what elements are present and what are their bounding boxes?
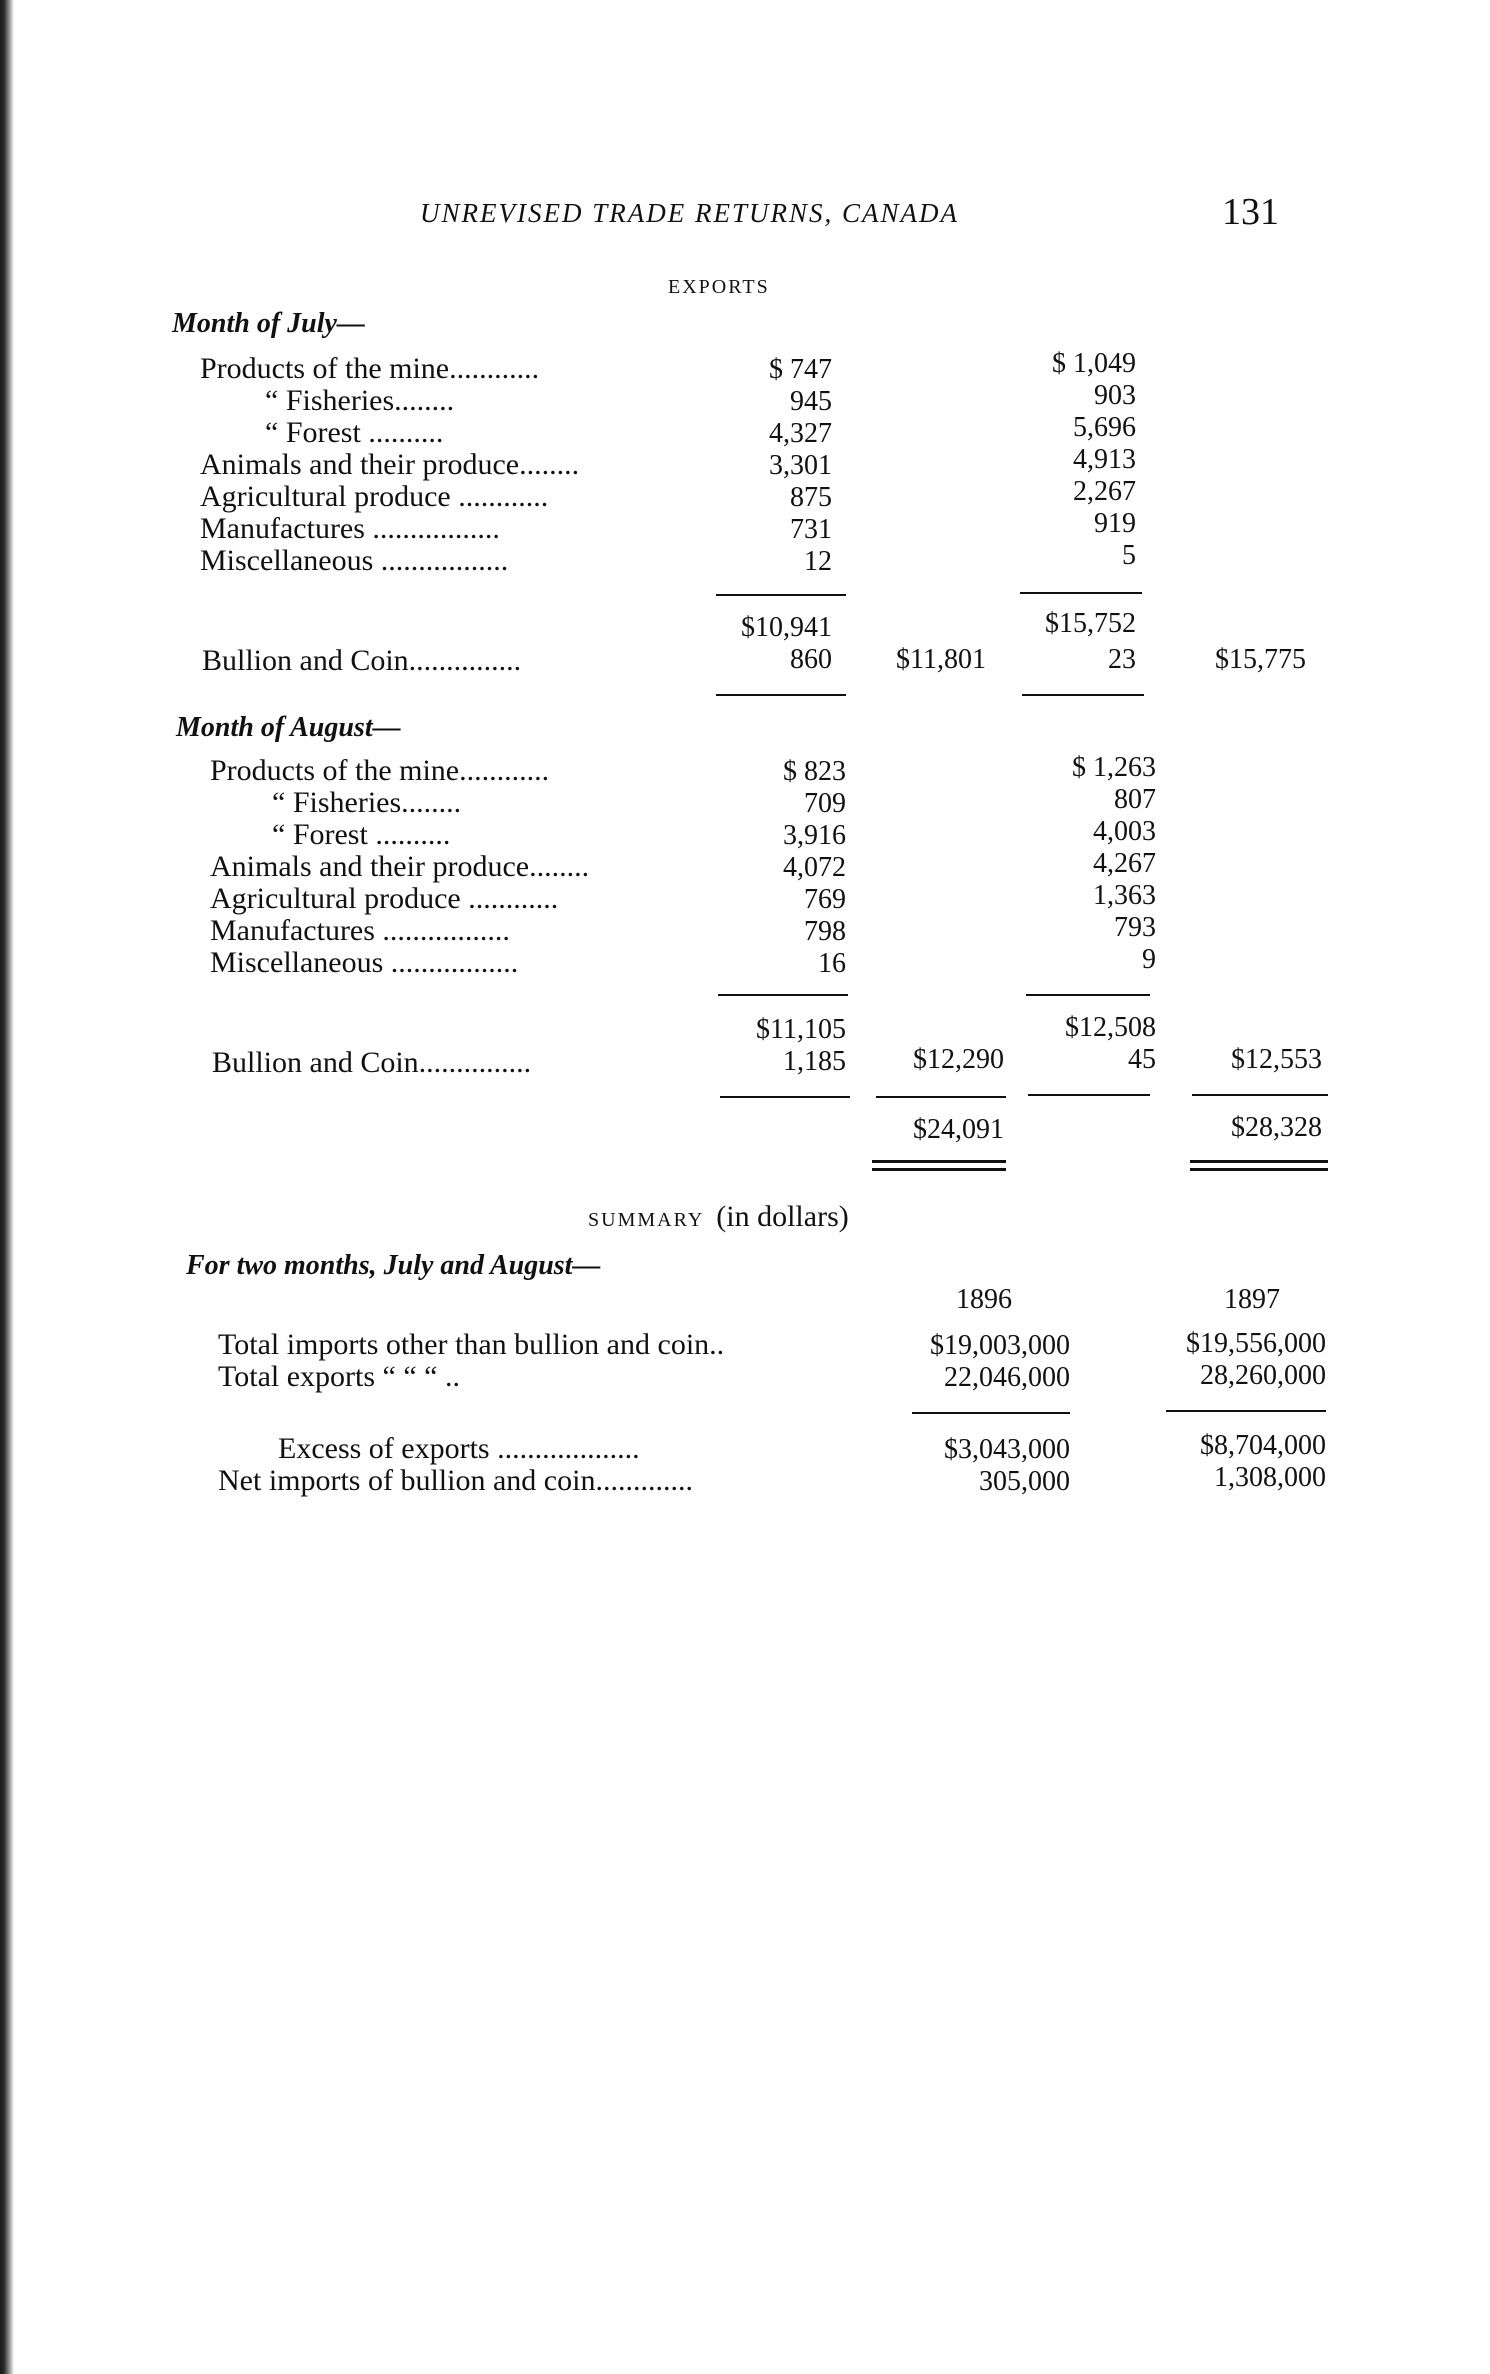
row-label: Products of the mine............ [200,352,540,385]
subtotal-1897: $12,508 [1065,1012,1156,1043]
sum-rule [1192,1094,1328,1096]
bullion-1897: 23 [1108,644,1136,675]
value-1897: 2,267 [1073,476,1136,507]
row-label: Total imports other than bullion and coin.. [218,1328,725,1361]
sum-rule [912,1412,1070,1414]
row-label: Animals and their produce........ [210,850,590,883]
bullion-total-1897: $12,553 [1231,1044,1322,1075]
summary-period: For two months, July and August— [186,1250,601,1281]
sum-rule [1020,592,1142,594]
value-1897: $8,704,000 [1200,1430,1326,1461]
august-heading: Month of August— [176,712,401,743]
row-label: Manufactures ................. [200,512,500,545]
value-1897: 1,363 [1093,880,1156,911]
row-label: “ Forest .......... [272,818,451,851]
value-1897: 4,913 [1073,444,1136,475]
sum-rule [1022,694,1144,696]
value-1897: 1,308,000 [1214,1462,1326,1493]
value-1896: $ 823 [783,756,846,787]
summary-heading-caps: SUMMARY [588,1209,705,1231]
double-rule [1190,1168,1328,1171]
bullion-1896: 1,185 [783,1046,846,1077]
sum-rule [1028,1094,1150,1096]
exports-heading: EXPORTS [668,276,770,298]
value-1897: 5,696 [1073,412,1136,443]
bullion-total-1896: $11,801 [896,644,986,675]
value-1896: $19,003,000 [930,1330,1070,1361]
value-1896: 305,000 [979,1466,1070,1497]
value-1897: 919 [1094,508,1136,539]
value-1897: 793 [1114,912,1156,943]
row-label: “ Fisheries........ [265,384,455,417]
row-label: Agricultural produce ............ [210,882,559,915]
row-label: Miscellaneous ................. [200,544,509,577]
row-label: Net imports of bullion and coin............. [218,1464,693,1497]
value-1896: 709 [804,788,846,819]
row-label: “ Forest .......... [265,416,444,449]
year-1896-header: 1896 [956,1284,1012,1315]
page-binding-edge [0,0,14,2374]
row-label: Manufactures ................. [210,914,510,947]
subtotal-1897: $15,752 [1045,608,1136,639]
value-1897: 28,260,000 [1200,1360,1326,1391]
row-label: Excess of exports ................... [278,1432,640,1465]
page-number: 131 [1222,191,1279,233]
value-1896: $ 747 [769,354,832,385]
value-1897: $ 1,263 [1072,752,1156,783]
sum-rule [720,1096,850,1098]
value-1897: 5 [1122,540,1136,571]
year-1897-header: 1897 [1224,1284,1280,1315]
value-1896: 731 [790,514,832,545]
subtotal-1896: $10,941 [741,612,832,643]
value-1896: 4,327 [769,418,832,449]
value-1896: 798 [804,916,846,947]
value-1897: 4,267 [1093,848,1156,879]
value-1896: 4,072 [783,852,846,883]
july-heading: Month of July— [172,308,365,339]
double-rule [872,1168,1006,1171]
subtotal-1896: $11,105 [756,1014,846,1045]
bullion-label: Bullion and Coin............... [202,644,522,677]
grand-total-1897: $28,328 [1231,1112,1322,1143]
sum-rule [716,594,846,596]
sum-rule [876,1096,1006,1098]
value-1896: 945 [790,386,832,417]
value-1896: 769 [804,884,846,915]
double-rule [872,1160,1006,1163]
row-label: Total exports “ “ “ .. [218,1360,460,1393]
row-label: Animals and their produce........ [200,448,580,481]
value-1896: 3,916 [783,820,846,851]
running-title: UNREVISED TRADE RETURNS, CANADA [420,198,959,228]
bullion-1897: 45 [1128,1044,1156,1075]
value-1897: 903 [1094,380,1136,411]
bullion-total-1897: $15,775 [1215,644,1306,675]
summary-heading [588,1200,849,1234]
grand-total-1896: $24,091 [913,1114,1004,1145]
value-1897: $ 1,049 [1052,348,1136,379]
row-label: Products of the mine............ [210,754,550,787]
bullion-label: Bullion and Coin............... [212,1046,532,1079]
value-1896: 3,301 [769,450,832,481]
sum-rule [716,694,846,696]
row-label: Miscellaneous ................. [210,946,519,979]
sum-rule [1026,994,1150,996]
sum-rule [718,994,848,996]
row-label: Agricultural produce ............ [200,480,549,513]
sum-rule [1166,1410,1326,1412]
summary-heading-rest: (in dollars) [716,1200,849,1233]
value-1896: 875 [790,482,832,513]
row-label: “ Fisheries........ [272,786,462,819]
value-1897: 4,003 [1093,816,1156,847]
bullion-1896: 860 [790,644,832,675]
double-rule [1190,1160,1328,1163]
value-1896: 12 [804,546,832,577]
value-1897: 807 [1114,784,1156,815]
value-1896: 16 [818,948,846,979]
value-1896: 22,046,000 [944,1362,1070,1393]
bullion-total-1896: $12,290 [913,1044,1004,1075]
value-1897: 9 [1142,944,1156,975]
value-1896: $3,043,000 [944,1434,1070,1465]
value-1897: $19,556,000 [1186,1328,1326,1359]
